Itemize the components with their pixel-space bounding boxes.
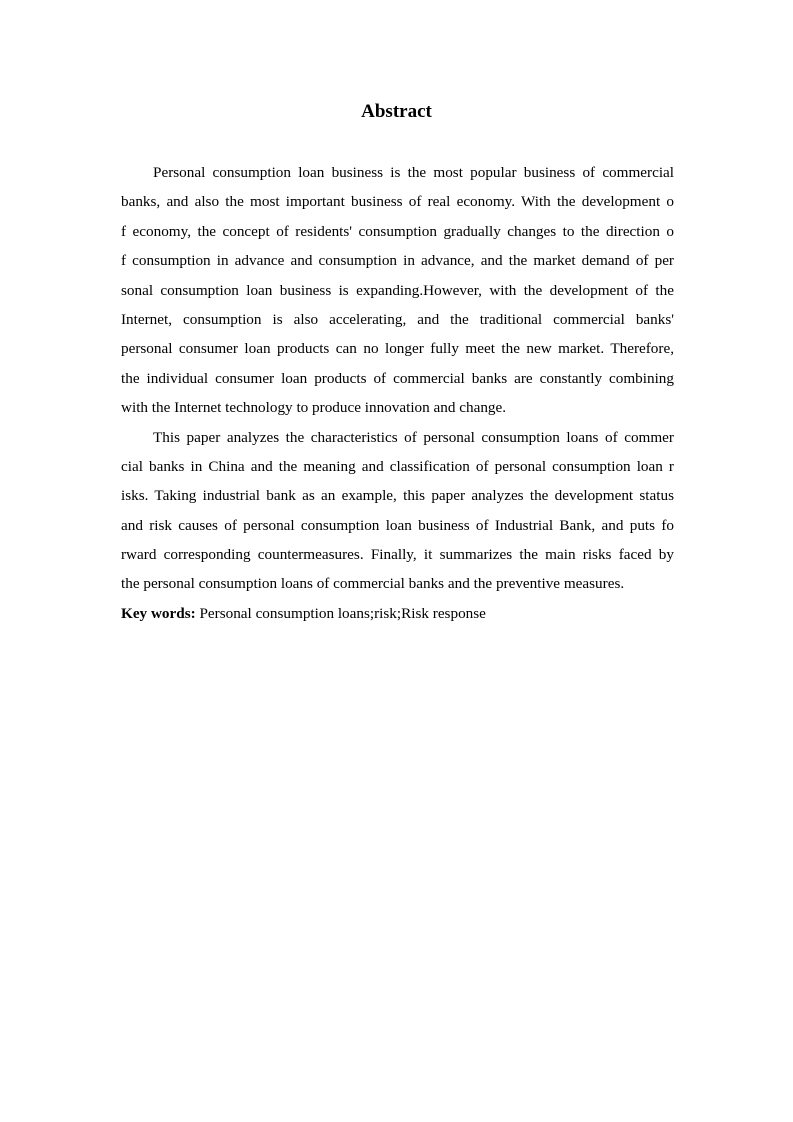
text-line: Personal consumption loan business is the most popular business of commercial	[153, 164, 674, 181]
keywords-line	[121, 599, 674, 628]
text-line: the personal consumption loans of commercial banks and the preventive measures.	[121, 575, 625, 593]
text-line: banks, and also the most important business of real economy. With the development o	[121, 193, 674, 211]
text-line: the individual consumer loan products of commercial banks are constantly combining	[121, 369, 674, 387]
keywords-label: Key words:	[121, 604, 196, 622]
paragraph-2	[121, 423, 674, 599]
text-line: sonal consumption loan business is expanding.However, with the development of the	[121, 281, 674, 299]
abstract-body	[121, 158, 674, 628]
text-line: and risk causes of personal consumption loan business of Industrial Bank, and puts fo	[121, 516, 674, 534]
text-line: personal consumer loan products can no longer fully meet the new market. Therefore,	[121, 340, 674, 358]
text-line: isks. Taking industrial bank as an example, this paper analyzes the development status	[121, 487, 674, 505]
abstract-title: Abstract	[361, 101, 432, 122]
text-line: cial banks in China and the meaning and classification of personal consumption loan r	[121, 457, 674, 475]
paragraph-1	[121, 158, 674, 423]
text-line: This paper analyzes the characteristics of personal consumption loans of commer	[153, 428, 674, 446]
text-line: with the Internet technology to produce innovation and change.	[121, 399, 507, 417]
text-line: rward corresponding countermeasures. Finally, it summarizes the main risks faced by	[121, 546, 674, 564]
text-line: f economy, the concept of residents' consumption gradually changes to the direction o	[121, 222, 674, 240]
text-line: f consumption in advance and consumption in advance, and the market demand of per	[121, 252, 674, 270]
text-line: Internet, consumption is also accelerating, and the traditional commercial banks'	[121, 310, 674, 328]
keywords-value: Personal consumption loans;risk;Risk response	[199, 604, 486, 622]
